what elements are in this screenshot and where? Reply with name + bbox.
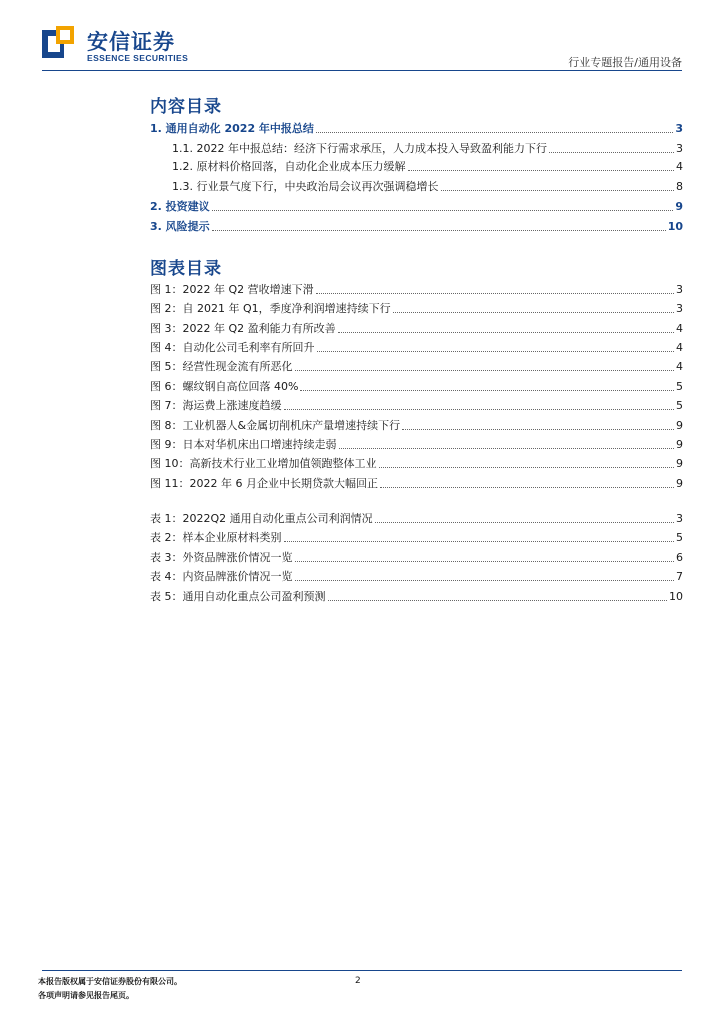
figure-entry-label: 图 10：高新技术行业工业增加值领跑整体工业 xyxy=(150,457,377,470)
toc-entry-label: 1.3. 行业景气度下行，中央政治局会议再次强调稳增长 xyxy=(172,180,439,193)
toc-entry[interactable] xyxy=(150,198,683,214)
figure-entry[interactable] xyxy=(150,281,683,297)
dot-leader xyxy=(284,541,675,542)
table-entry-page: 7 xyxy=(676,570,683,583)
page-number: 2 xyxy=(355,976,361,986)
dot-leader xyxy=(284,409,675,410)
figure-entry-page: 3 xyxy=(676,302,683,315)
figure-entry[interactable] xyxy=(150,300,683,316)
table-entry[interactable] xyxy=(150,529,683,545)
footer-divider xyxy=(42,970,682,971)
table-entry-label: 表 3：外资品牌涨价情况一览 xyxy=(150,551,293,564)
logo-chinese-name: 安信证券 xyxy=(87,30,175,54)
toc-entry-label: 1.1. 2022 年中报总结：经济下行需求承压，人力成本投入导致盈利能力下行 xyxy=(172,142,547,155)
figure-entry-page: 4 xyxy=(676,341,683,354)
table-entry-page: 10 xyxy=(669,590,683,603)
contents-title: 内容目录 xyxy=(150,97,222,117)
figure-entry-page: 9 xyxy=(676,477,683,490)
figure-entry-page: 3 xyxy=(676,283,683,296)
logo-english-name: ESSENCE SECURITIES xyxy=(87,53,189,63)
dot-leader xyxy=(441,190,675,191)
toc-entry-label: 2. 投资建议 xyxy=(150,200,210,213)
dot-leader xyxy=(402,429,674,430)
figure-entry-label: 图 3：2022 年 Q2 盈利能力有所改善 xyxy=(150,322,336,335)
table-entry[interactable] xyxy=(150,549,683,565)
table-entry[interactable] xyxy=(150,510,683,526)
figure-entry-label: 图 8：工业机器人&金属切削机床产量增速持续下行 xyxy=(150,419,401,432)
dot-leader xyxy=(375,522,674,523)
table-entry-label: 表 2：样本企业原材料类别 xyxy=(150,531,282,544)
figure-entry[interactable] xyxy=(150,417,683,433)
figure-entry[interactable] xyxy=(150,339,683,355)
figure-entry[interactable] xyxy=(150,378,683,394)
table-entry[interactable] xyxy=(150,568,683,584)
company-logo xyxy=(42,26,192,66)
figure-entry-page: 5 xyxy=(676,380,683,393)
dot-leader xyxy=(295,370,675,371)
logo-mark-icon xyxy=(42,26,74,58)
dot-leader xyxy=(316,293,674,294)
table-entry[interactable] xyxy=(150,588,683,604)
dot-leader xyxy=(379,467,675,468)
dot-leader xyxy=(408,170,675,171)
copyright-notice: 本报告版权属于安信证券股份有限公司。 xyxy=(38,977,182,986)
dot-leader xyxy=(295,561,675,562)
figure-entry-page: 4 xyxy=(676,360,683,373)
dot-leader xyxy=(295,580,675,581)
figure-entry-label: 图 11：2022 年 6 月企业中长期贷款大幅回正 xyxy=(150,477,378,490)
figures-title: 图表目录 xyxy=(150,259,222,279)
figure-entry-page: 9 xyxy=(676,457,683,470)
report-category: 行业专题报告/通用设备 xyxy=(568,56,682,69)
table-entry-page: 3 xyxy=(676,512,683,525)
figure-entry[interactable] xyxy=(150,475,683,491)
figure-entry-label: 图 7：海运费上涨速度趋缓 xyxy=(150,399,282,412)
toc-entry-page: 10 xyxy=(667,220,683,233)
table-entry-page: 5 xyxy=(676,531,683,544)
figure-entry-label: 图 4：自动化公司毛利率有所回升 xyxy=(150,341,315,354)
table-entry-label: 表 4：内资品牌涨价情况一览 xyxy=(150,570,293,583)
figure-entry-page: 4 xyxy=(676,322,683,335)
toc-entry-page: 3 xyxy=(675,122,683,135)
figure-entry[interactable] xyxy=(150,320,683,336)
toc-entry-label: 1.2. 原材料价格回落，自动化企业成本压力缓解 xyxy=(172,160,406,173)
dot-leader xyxy=(338,332,674,333)
figure-entry-label: 图 1：2022 年 Q2 营收增速下滑 xyxy=(150,283,314,296)
dot-leader xyxy=(300,390,674,391)
toc-entry-page: 4 xyxy=(676,160,683,173)
toc-entry-page: 9 xyxy=(675,200,683,213)
table-entry-label: 表 5：通用自动化重点公司盈利预测 xyxy=(150,590,326,603)
dot-leader xyxy=(393,312,674,313)
dot-leader xyxy=(316,132,673,133)
dot-leader xyxy=(212,230,666,231)
dot-leader xyxy=(317,351,675,352)
toc-entry[interactable] xyxy=(150,120,683,136)
figure-entry-label: 图 5：经营性现金流有所恶化 xyxy=(150,360,293,373)
figure-entry[interactable] xyxy=(150,436,683,452)
dot-leader xyxy=(380,487,674,488)
page-header xyxy=(0,0,724,70)
table-entry-page: 6 xyxy=(676,551,683,564)
dot-leader xyxy=(339,448,675,449)
figure-entry-label: 图 2：自 2021 年 Q1，季度净利润增速持续下行 xyxy=(150,302,391,315)
dot-leader xyxy=(328,600,668,601)
figure-entry-label: 图 9：日本对华机床出口增速持续走弱 xyxy=(150,438,337,451)
header-divider xyxy=(42,70,682,71)
toc-entry[interactable] xyxy=(150,218,683,234)
figure-entry-page: 9 xyxy=(676,438,683,451)
dot-leader xyxy=(212,210,674,211)
toc-entry-label: 3. 风险提示 xyxy=(150,220,210,233)
dot-leader xyxy=(549,152,674,153)
toc-entry-label: 1. 通用自动化 2022 年中报总结 xyxy=(150,122,314,135)
disclaimer-notice: 各项声明请参见报告尾页。 xyxy=(38,991,134,1000)
toc-entry[interactable] xyxy=(172,178,683,194)
table-entry-label: 表 1：2022Q2 通用自动化重点公司利润情况 xyxy=(150,512,373,525)
figure-entry-page: 9 xyxy=(676,419,683,432)
toc-entry[interactable] xyxy=(172,158,683,174)
figure-entry-label: 图 6：螺纹钢自高位回落 40% xyxy=(150,380,299,393)
figure-entry-page: 5 xyxy=(676,399,683,412)
toc-entry[interactable] xyxy=(172,140,683,156)
toc-entry-page: 3 xyxy=(676,142,683,155)
figure-entry[interactable] xyxy=(150,397,683,413)
figure-entry[interactable] xyxy=(150,455,683,471)
toc-entry-page: 8 xyxy=(676,180,683,193)
figure-entry[interactable] xyxy=(150,358,683,374)
